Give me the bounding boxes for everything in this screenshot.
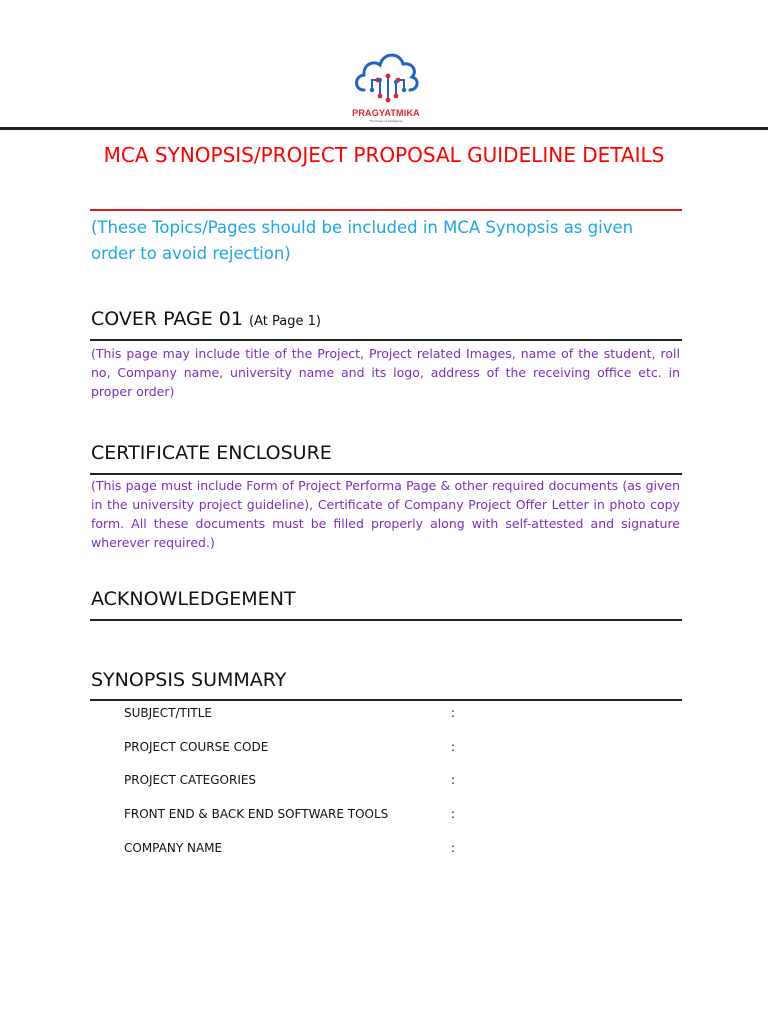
section-heading-synopsis-summary: SYNOPSIS SUMMARY [91, 669, 287, 691]
summary-row-software-tools [124, 807, 484, 825]
section-heading-suffix: (At Page 1) [249, 314, 321, 329]
summary-separator: : [451, 841, 456, 855]
cloud-circuit-icon [348, 44, 424, 108]
section-heading-text: COVER PAGE 01 [91, 308, 243, 330]
page-title: MCA SYNOPSIS/PROJECT PROPOSAL GUIDELINE DETAILS [103, 143, 665, 167]
summary-row-categories [124, 773, 484, 791]
section-divider [90, 339, 682, 341]
summary-label: SUBJECT/TITLE [124, 706, 212, 720]
section-heading-acknowledgement: ACKNOWLEDGEMENT [91, 588, 296, 610]
logo-wordmark: PRAGYATMIKA [352, 108, 420, 118]
logo-tagline: The Power of Intelligence [369, 119, 403, 123]
summary-label: PROJECT CATEGORIES [124, 773, 257, 787]
company-logo [348, 44, 424, 122]
section-divider [90, 699, 682, 701]
intro-note: (These Topics/Pages should be included in MCA Synopsis as given order to avoid rejection) [91, 218, 634, 263]
summary-row-course-code [124, 740, 484, 758]
summary-label: PROJECT COURSE CODE [124, 740, 269, 754]
section-note-certificate: (This page must include Form of Project Performa Page & other required documents (as given in the university project guideline), Certificate of Company Project Offer Letter in photo copy form. All these documents must be filled properly along with self-attested and signature wherever required.) [91, 478, 680, 550]
section-divider [90, 619, 682, 621]
section-heading-cover-page [91, 308, 321, 330]
summary-separator: : [451, 773, 456, 787]
header-divider [0, 127, 768, 130]
section-divider [90, 473, 682, 475]
summary-row-company-name [124, 841, 484, 859]
summary-separator: : [451, 706, 456, 720]
summary-separator: : [451, 807, 456, 821]
summary-label: COMPANY NAME [124, 841, 223, 855]
title-underline [90, 209, 682, 211]
summary-separator: : [451, 740, 456, 754]
section-note-cover-page: (This page may include title of the Project, Project related Images, name of the student, roll no, Company name, university name and its logo, address of the receiving office etc. in proper order) [91, 346, 680, 399]
section-heading-certificate: CERTIFICATE ENCLOSURE [91, 442, 332, 464]
summary-label: FRONT END & BACK END SOFTWARE TOOLS [124, 807, 389, 821]
summary-row-subject [124, 706, 484, 724]
